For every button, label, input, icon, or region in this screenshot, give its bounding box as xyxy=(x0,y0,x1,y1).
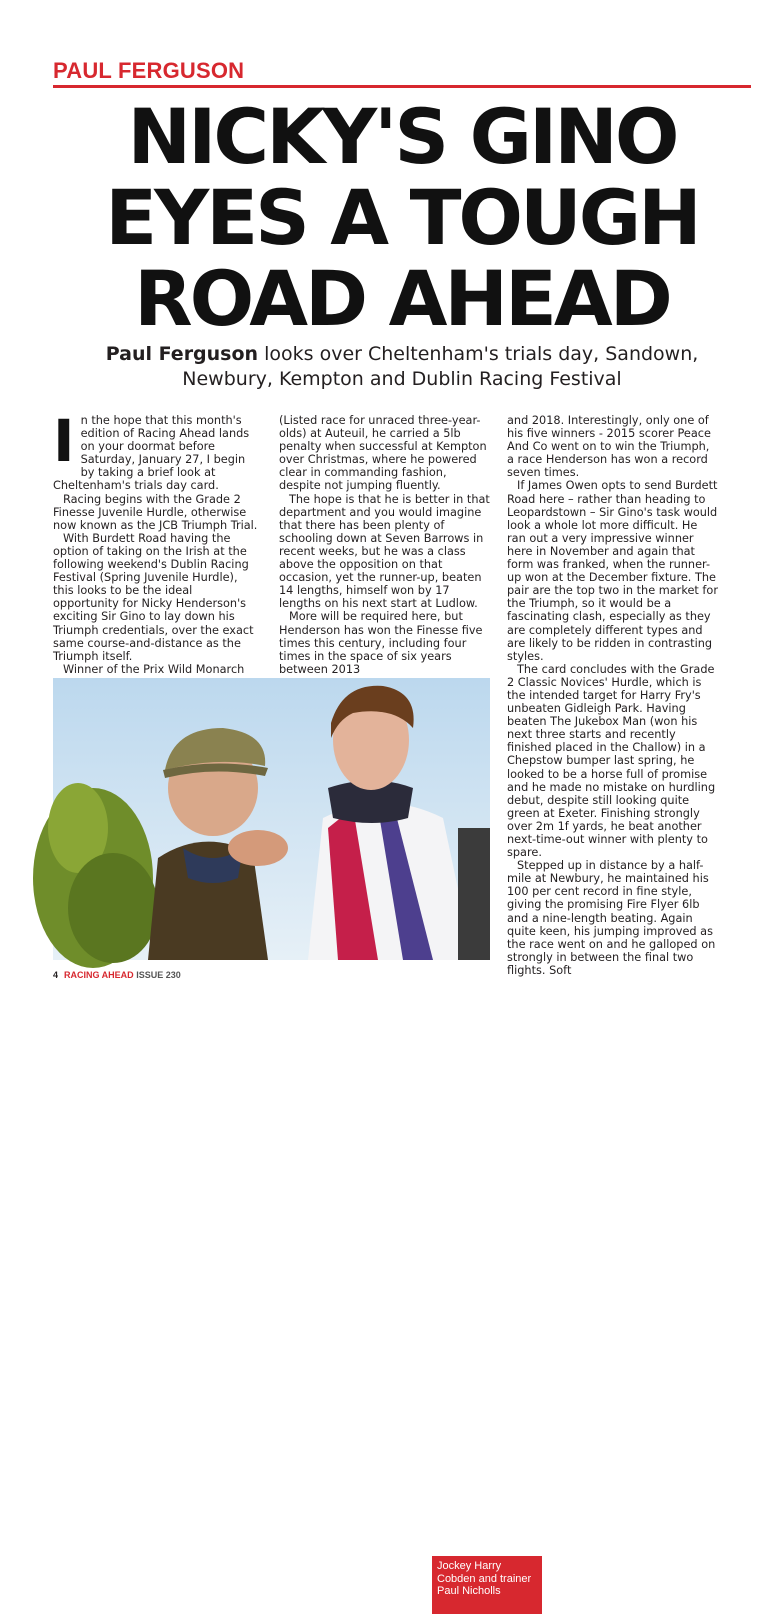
photo-illustration xyxy=(53,678,490,960)
paragraph: The card concludes with the Grade 2 Classic Novices' Hurdle, which is the intended target for Harry Fry's unbeaten Gidleigh Park. Having beaten The Jukebox Man (won his next three starts and recently finished placed in the Challow) in a Chepstow bumper last spring, he looked to be a horse full of promise and he made no mistake on hurdling debut, despite still looking quite green at Exeter. Finishing strongly over 2m 1f yards, he beat another next-time-out winner with plenty to spare. xyxy=(507,662,716,860)
photo-caption: Jockey Harry Cobden and trainer Paul Nicholls xyxy=(432,1556,542,1614)
paragraph: Racing begins with the Grade 2 Finesse Juvenile Hurdle, otherwise now known as the JCB Triumph Trial. xyxy=(53,492,258,532)
headline-line-1: NICKY'S GINO xyxy=(127,92,677,181)
paragraph: and 2018. Interestingly, only one of his five winners - 2015 scorer Peace And Co went on to win the Triumph, a race Henderson has won a record seven times. xyxy=(507,414,711,480)
paragraph: (Listed race for unraced three-year-olds) at Auteuil, he carried a 5lb penalty when successful at Kempton over Christmas, where he powered clear in commanding fashion, despite not jumping fluently. xyxy=(279,414,487,493)
paragraph: With Burdett Road having the option of taking on the Irish at the following weekend's Dublin Racing Festival (Spring Juvenile Hurdle), this looks to be the ideal opportunity for Nicky Henderson's exciting Sir Gino to lay down his Triumph credentials, over the exact same course-and-distance as the Triumph itself. xyxy=(53,531,254,663)
paragraph: The hope is that he is better in that department and you would imagine that there has been plenty of schooling down at Seven Barrows in recent weeks, but he was a class above the opposition on that occasion, yet the runner-up, beaten 14 lengths, himself won by 17 lengths on his next start at Ludlow. xyxy=(279,492,490,611)
standfirst xyxy=(53,342,751,392)
body-column-2 xyxy=(279,414,490,676)
standfirst-line-1 xyxy=(53,342,751,367)
drop-cap: I xyxy=(53,407,75,475)
body-column-1 xyxy=(53,407,261,676)
author-label: PAUL FERGUSON xyxy=(53,58,245,83)
standfirst-text-2: Newbury, Kempton and Dublin Racing Festival xyxy=(182,368,622,390)
standfirst-author: Paul Ferguson xyxy=(105,343,259,365)
paragraph: If James Owen opts to send Burdett Road here – rather than heading to Leopardstown – Sir Gino's task would look a whole lot more difficult. He ran out a very impressive winner here in November and again that form was franked, when the runner-up won at the December fixture. The pair are the top two in the market for the Triumph, so it would be a fascinating clash, especially as they are completely different types and are likely to be ridden in contrasting styles. xyxy=(507,479,718,663)
paragraph: More will be required here, but Henderson has won the Finesse five times this century, including four times in the space of six years between 2013 xyxy=(279,610,483,676)
headline xyxy=(53,92,751,343)
headline-line-2: EYES A TOUGH xyxy=(105,173,699,262)
body-column-3 xyxy=(507,414,719,977)
magazine-brand: RACING AHEAD xyxy=(64,970,134,980)
header-rule xyxy=(53,85,751,88)
page-footer xyxy=(53,970,181,980)
headline-line-3: ROAD AHEAD xyxy=(134,254,670,343)
page-number: 4 xyxy=(53,970,59,980)
issue-number: ISSUE 230 xyxy=(133,970,181,980)
paragraph: Winner of the Prix Wild Monarch xyxy=(63,662,245,676)
paragraph: In the hope that this month's edition of Racing Ahead lands on your doormat before Saturday, January 27, I begin by taking a brief look at Cheltenham's trials day card. xyxy=(53,407,250,493)
paragraph: Stepped up in distance by a half-mile at Newbury, he maintained his 100 per cent record in fine style, giving the promising Fire Flyer 6lb and a nine-length beating. Again quite keen, his jumping improved as the race went on and he galloped on strongly in between the final two flights. Soft xyxy=(507,859,716,977)
standfirst-text-1: looks over Cheltenham's trials day, Sandown, xyxy=(258,343,699,365)
